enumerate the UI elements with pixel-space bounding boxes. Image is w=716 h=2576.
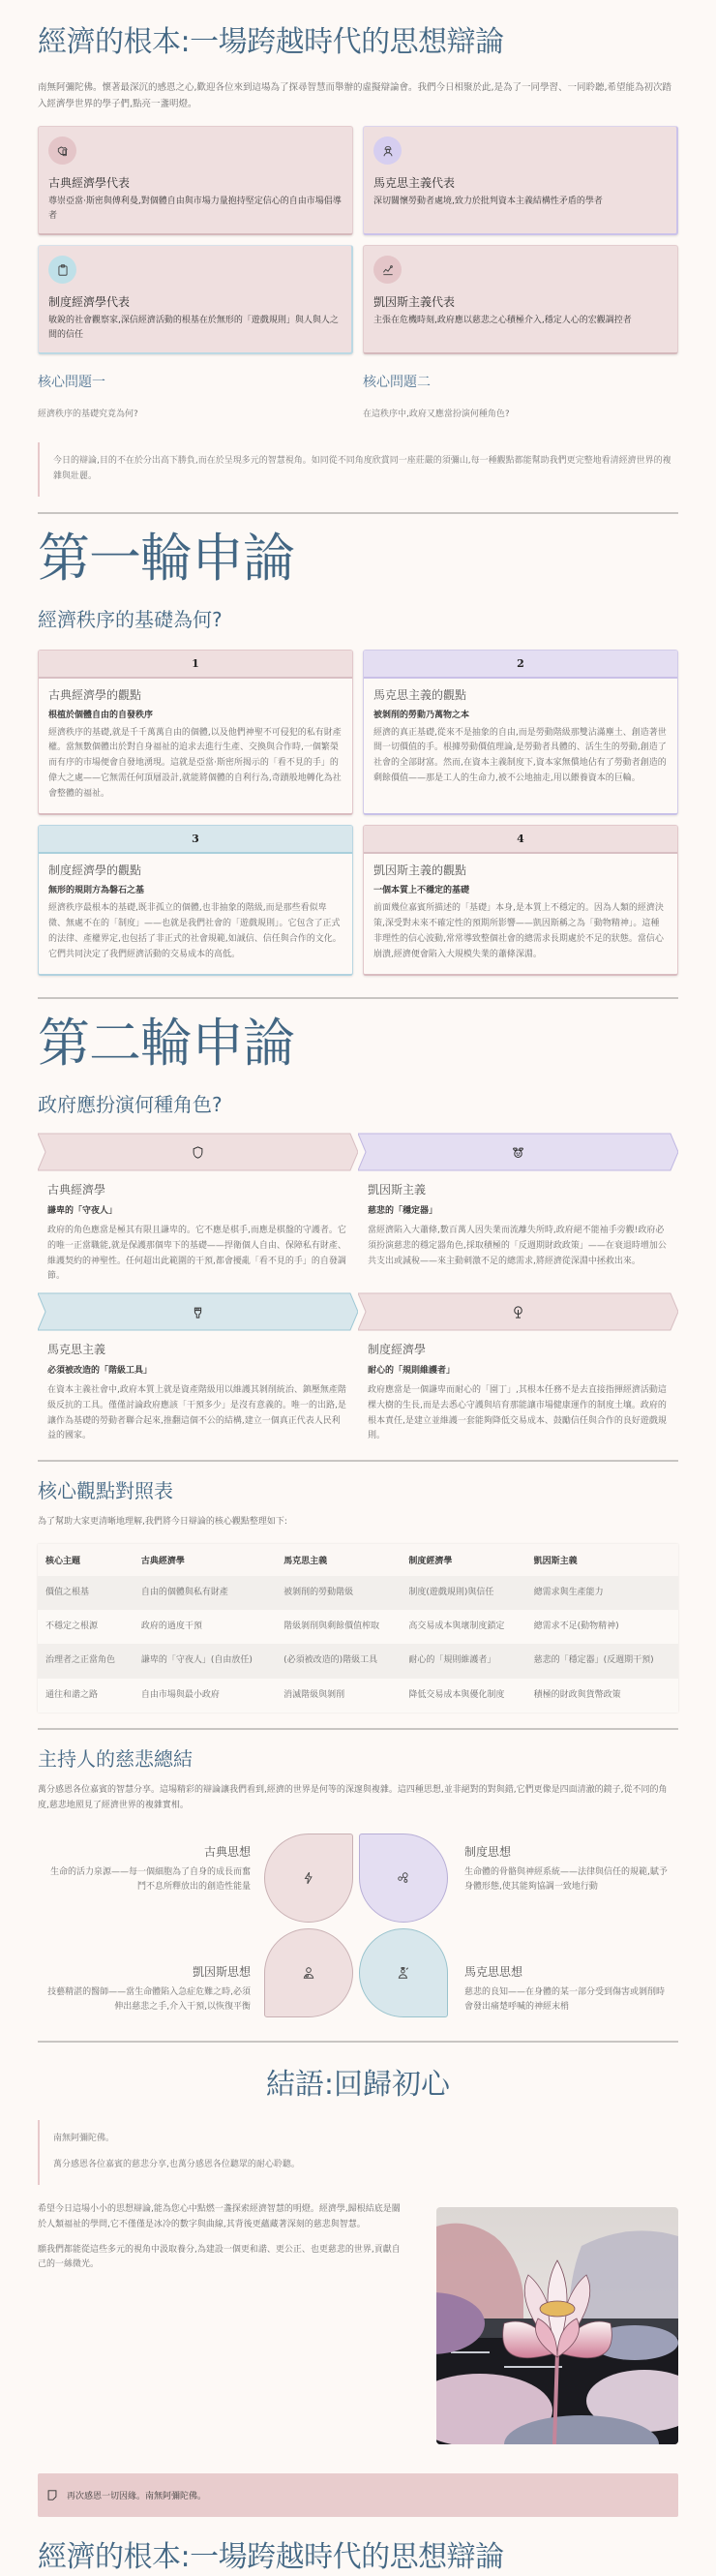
table-cell: 消滅階級與剝削	[276, 1679, 401, 1712]
rep-card-classical	[38, 126, 353, 235]
table-cell: 政府的過度干預	[134, 1610, 276, 1644]
rep-desc: 敏銳的社會觀察家,深信經濟活動的根基在於無形的「遊戲規則」與人與人之間的信任	[48, 316, 339, 341]
round2-roles	[38, 1133, 678, 1452]
argument-title: 制度經濟學的觀點	[48, 864, 142, 878]
argument-number: 4	[364, 826, 677, 854]
argument-number: 1	[39, 651, 352, 679]
argument-subtitle: 一個本質上不穩定的基礎	[373, 886, 470, 896]
role-marxist	[38, 1292, 358, 1452]
chevron-banner	[358, 1292, 678, 1331]
rep-card-keynesian	[363, 245, 678, 354]
role-classical	[38, 1133, 358, 1292]
argument-card	[38, 825, 353, 976]
argument-title: 古典經濟學的觀點	[48, 687, 142, 702]
footer-note-text: 再次感恩一切因緣。南無阿彌陀佛。	[67, 2492, 207, 2502]
smile-hearts-icon	[511, 1145, 525, 1160]
column-header: 馬克思主義	[276, 1544, 401, 1576]
role-title: 古典經濟學	[47, 1183, 106, 1197]
comparison-title: 核心觀點對照表	[38, 1479, 173, 1503]
round2-title: 第二輪申論	[38, 1013, 294, 1075]
doctor-icon	[302, 1966, 315, 1980]
table-cell: 被剝削的勞動階級	[276, 1576, 401, 1610]
column-header: 凱因斯主義	[526, 1544, 678, 1576]
table-cell: 慈悲的「穩定器」(反週期干預)	[526, 1644, 678, 1678]
footer-note	[38, 2473, 678, 2517]
role-title: 凱因斯主義	[368, 1183, 427, 1197]
note-icon	[47, 2490, 57, 2500]
column-header: 制度經濟學	[401, 1544, 525, 1576]
core-question-1	[38, 372, 353, 419]
worker-icon	[373, 136, 402, 165]
table-cell: 不穩定之根源	[38, 1610, 134, 1644]
rep-title: 凱因斯主義代表	[373, 295, 456, 310]
intro-quote: 今日的辯論,目的不在於分出高下勝負,而在於呈現多元的智慧視角。如同從不同角度欣賞同一座莊嚴的須彌山,每一種觀點都能幫助我們更完整地看清經濟世界的複雜與壯麗。	[38, 442, 678, 497]
argument-title: 馬克思主義的觀點	[373, 687, 467, 702]
comparison-table	[38, 1544, 678, 1712]
molecule-icon	[397, 1871, 410, 1885]
argument-text: 經濟的真正基礎,從來不是抽象的自由,而是勞動階級那雙沾滿塵土、創造著世間一切價值的手。根據勞動價值理論,是勞動者具體的、活生生的勞動,創造了社會的全部財富。然而,在資本主義制度下,資本家無償地佔有了勞動者創造的剩餘價值——那是工人的生命力,被不公地抽走,用以餵養資本的巨輪。	[373, 727, 667, 783]
table-cell: 階級剝削與剩餘價值榨取	[276, 1610, 401, 1644]
quadrant-text: 生命體的骨骼與神經系統——法律與信任的規範,賦予身體形態,使其能夠協調一致地行動	[464, 1866, 668, 1893]
tree-icon	[511, 1305, 525, 1319]
column-header: 核心主題	[38, 1544, 134, 1576]
role-institutional	[358, 1292, 678, 1452]
comparison-desc: 為了幫助大家更清晰地理解,我們將今日辯論的核心觀點整理如下:	[38, 1517, 287, 1528]
petal-institutional	[359, 1834, 448, 1923]
closing-title: 結語:回歸初心	[265, 2067, 451, 2102]
table-header-row	[38, 1544, 678, 1576]
table-cell: 耐心的「規則維護者」	[401, 1644, 525, 1678]
rep-title: 古典經濟學代表	[48, 176, 131, 191]
role-keynesian	[358, 1133, 678, 1292]
table-cell: 自由的個體與私有財產	[134, 1576, 276, 1610]
table-cell: 總需求與生產能力	[526, 1576, 678, 1610]
argument-text: 經濟秩序最根本的基礎,既非孤立的個體,也非抽象的階級,而是那些看似卑微、無處不在的「制度」——也就是我們社會的「遊戲規則」。它包含了正式的法律、產權界定,也包括了非正式的社會規範,如誠信、信任與合作的文化。它們共同決定了我們經濟活動的交易成本的高低。	[48, 903, 342, 959]
raised-fist-icon	[191, 1305, 205, 1319]
quadrant-label-classical	[43, 1843, 251, 1896]
role-subtitle: 耐心的「規則維護者」	[368, 1366, 456, 1377]
table-cell: 治理者之正當角色	[38, 1644, 134, 1678]
divider	[38, 512, 678, 514]
role-subtitle: 慈悲的「穩定器」	[368, 1206, 438, 1217]
handshake-icon	[48, 136, 76, 165]
saint-icon	[397, 1966, 410, 1980]
round1-title: 第一輪申論	[38, 527, 294, 589]
divider	[38, 997, 678, 999]
repeat-title: 經濟的根本:一場跨越時代的思想辯論	[38, 2540, 504, 2575]
round1-subtitle: 經濟秩序的基礎為何?	[38, 607, 223, 631]
petal-classical	[264, 1834, 353, 1923]
argument-number: 3	[39, 826, 352, 854]
chart-line-icon	[373, 256, 402, 284]
question-text: 經濟秩序的基礎究竟為何?	[38, 409, 138, 420]
role-text: 在資本主義社會中,政府本質上就是資產階級用以維護其剝削統治、鎮壓無產階級反抗的工具。僅僅討論政府應該「干預多少」是沒有意義的。唯一的出路,是讓作為基礎的勞動者聯合起來,推翻這個不公的結構,建立一個真正代表人民利益的國家。	[47, 1385, 346, 1441]
lotus-illustration	[436, 2207, 678, 2444]
closing-row	[38, 2202, 678, 2444]
quadrant-title: 古典思想	[203, 1844, 251, 1859]
intro-paragraph: 南無阿彌陀佛。懷著最深沉的感恩之心,歡迎各位來到這場為了探尋智慧而舉辦的虛擬辯論會。我們今日相聚於此,是為了一同學習、一同聆聽,希望能為初次踏入經濟學世界的學子們,點亮一盞明燈。	[38, 82, 672, 109]
rep-desc: 尊崇亞當·斯密與傅利曼,對個體自由與市場力量抱持堅定信心的自由市場倡導者	[48, 197, 342, 222]
closing-paragraph: 希望今日這場小小的思想辯論,能為您心中點燃一盞探索經濟智慧的明燈。經濟學,歸根結底是關於人類福祉的學問,它不僅僅是冰冷的數字與曲線,其背後更蘊藏著深刻的慈悲與智慧。	[38, 2204, 401, 2229]
page-title: 經濟的根本:一場跨越時代的思想辯論	[38, 25, 504, 59]
argument-text: 前面幾位嘉賓所描述的「基礎」本身,是本質上不穩定的。因為人類的經濟決策,深受對未來不確定性的預期所影響——凱因斯稱之為「動物精神」。這種非理性的信心波動,常常導致整個社會的總需求長期處於不足的狀態。當信心崩潰,經濟便會陷入大規模失業的蕭條深淵。	[373, 903, 664, 959]
argument-card	[363, 650, 678, 816]
core-question-2	[363, 372, 678, 419]
question-title: 核心問題二	[363, 375, 431, 391]
column-header: 古典經濟學	[134, 1544, 276, 1576]
quadrant-title: 馬克思思想	[464, 1964, 523, 1979]
table-row	[38, 1576, 678, 1610]
round1-arguments	[38, 650, 678, 977]
table-row	[38, 1679, 678, 1712]
summary-desc: 萬分感恩各位嘉賓的智慧分享。這場精彩的辯論讓我們看到,經濟的世界是何等的深邃與複雜。這四種思想,並非絕對的對與錯,它們更像是四面清澈的鏡子,從不同的角度,慈悲地照見了經濟世界的複雜實相。	[38, 1785, 668, 1810]
question-title: 核心問題一	[38, 375, 105, 391]
table-cell: (必須被改造的)階級工具	[276, 1644, 401, 1678]
argument-number: 2	[364, 651, 677, 679]
quadrant-text: 慈悲的良知——在身體的某一部分受到傷害或剝削時會發出痛楚呼喊的神經末梢	[464, 1986, 666, 2013]
role-subtitle: 謙卑的「守夜人」	[47, 1206, 118, 1217]
quadrant-label-keynesian	[43, 1963, 251, 2016]
closing-quote-line: 萬分感恩各位嘉賓的慈悲分享,也萬分感恩各位聽眾的耐心聆聽。	[53, 2160, 300, 2170]
chevron-banner	[38, 1292, 358, 1331]
closing-text	[38, 2202, 407, 2444]
table-cell: 通往和諧之路	[38, 1679, 134, 1712]
table-cell: 總需求不足(動物精神)	[526, 1610, 678, 1644]
rep-desc: 深切關懷勞動者處境,致力於批判資本主義結構性矛盾的學者	[373, 197, 603, 207]
chevron-banner	[38, 1133, 358, 1171]
closing-paragraph: 願我們都能從這些多元的視角中汲取養分,為建設一個更和諧、更公正、也更慈悲的世界,貢獻自己的一絲微光。	[38, 2244, 401, 2270]
quadrant-title: 凱因斯思想	[192, 1964, 251, 1979]
four-petal-diagram	[38, 1824, 678, 2105]
table-cell: 謙卑的「守夜人」(自由放任)	[134, 1644, 276, 1678]
quadrant-title: 制度思想	[464, 1844, 512, 1859]
rep-title: 制度經濟學代表	[48, 295, 131, 310]
closing-quote	[38, 2120, 678, 2186]
table-row	[38, 1644, 678, 1678]
table-cell: 高交易成本與壞制度鎖定	[401, 1610, 525, 1644]
chevron-banner	[358, 1133, 678, 1171]
petal-marxist	[359, 1928, 448, 2017]
closing-quote-line: 南無阿彌陀佛。	[53, 2133, 115, 2143]
rep-card-institutional	[38, 245, 353, 354]
rep-title: 馬克思主義代表	[373, 176, 456, 191]
role-text: 當經濟陷入大蕭條,數百萬人因失業而流離失所時,政府絕不能袖手旁觀!政府必須扮演慈悲的穩定器角色,採取積極的「反週期財政政策」——在衰退時增加公共支出或減稅——來主動刺激不足的總需求,將經濟從深淵中拯救出來。	[368, 1226, 667, 1266]
divider	[38, 1460, 678, 1462]
table-cell: 制度(遊戲規則)與信任	[401, 1576, 525, 1610]
table-cell: 價值之根基	[38, 1576, 134, 1610]
argument-card	[363, 825, 678, 976]
role-title: 制度經濟學	[368, 1343, 427, 1357]
argument-card	[38, 650, 353, 816]
petal-keynesian	[264, 1928, 353, 2017]
role-text: 政府應當是一個謙卑而耐心的「園丁」,其根本任務不是去直接指揮經濟活動這棵大樹的生長,而是去悉心守護與培育那能讓市場健康運作的制度土壤。政府的根本責任,是建立並維護一套能夠降低交易成本、鼓勵信任與合作的良好遊戲規則。	[368, 1385, 667, 1441]
core-questions	[38, 372, 678, 419]
role-subtitle: 必須被改造的「階級工具」	[47, 1366, 153, 1377]
table-cell: 積極的財政與貨幣政策	[526, 1679, 678, 1712]
quadrant-text: 技藝精湛的醫師——當生命體陷入急症危難之時,必須伸出慈悲之手,介入干預,以恢復平衡	[47, 1986, 251, 2013]
question-text: 在這秩序中,政府又應當扮演何種角色?	[363, 409, 510, 420]
argument-subtitle: 被剝削的勞動乃萬物之本	[373, 710, 470, 720]
rep-desc: 主張在危機時刻,政府應以慈悲之心積極介入,穩定人心的宏觀調控者	[373, 316, 632, 326]
argument-subtitle: 無形的規則方為磐石之基	[48, 886, 145, 896]
clipboard-icon	[48, 256, 76, 284]
role-title: 馬克思主義	[47, 1343, 106, 1357]
representatives-grid	[38, 126, 678, 354]
role-text: 政府的角色應當是極其有限且謙卑的。它不應是棋手,而應是棋盤的守護者。它的唯一正當職能,就是保護那個卑下的基礎——捍衛個人自由、保障私有財產、維護契約的神聖性。任何超出此範圍的干預,都會擾亂「看不見的手」的自發調節。	[47, 1226, 346, 1282]
quadrant-label-institutional	[464, 1843, 672, 1896]
table-row	[38, 1610, 678, 1644]
argument-text: 經濟秩序的基礎,就是千千萬萬自由的個體,以及他們神聖不可侵犯的私有財產權。當無數個體出於對自身福祉的追求去進行生產、交換與合作時,一個繁榮而有序的市場便會自發地湧現。這就是亞當·斯密所揭示的「看不見的手」的偉大之處——它無需任何頂層設計,就能將個體的自利行為,奇蹟般地轉化為社會整體的福祉。	[48, 727, 342, 799]
summary-title: 主持人的慈悲總結	[38, 1747, 193, 1772]
table-cell: 降低交易成本與優化制度	[401, 1679, 525, 1712]
shield-icon	[191, 1145, 205, 1160]
round2-subtitle: 政府應扮演何種角色?	[38, 1093, 223, 1117]
lightning-icon	[302, 1871, 315, 1885]
argument-subtitle: 根植於個體自由的自發秩序	[48, 710, 154, 720]
argument-title: 凱因斯主義的觀點	[373, 864, 467, 878]
quadrant-label-marxist	[464, 1963, 672, 2016]
divider	[38, 1728, 678, 1730]
quadrant-text: 生命的活力泉源——每一個細胞為了自身的成長而奮鬥不息所釋放出的創造性能量	[49, 1866, 251, 1893]
table-cell: 自由市場與最小政府	[134, 1679, 276, 1712]
rep-card-marxist	[363, 126, 678, 235]
